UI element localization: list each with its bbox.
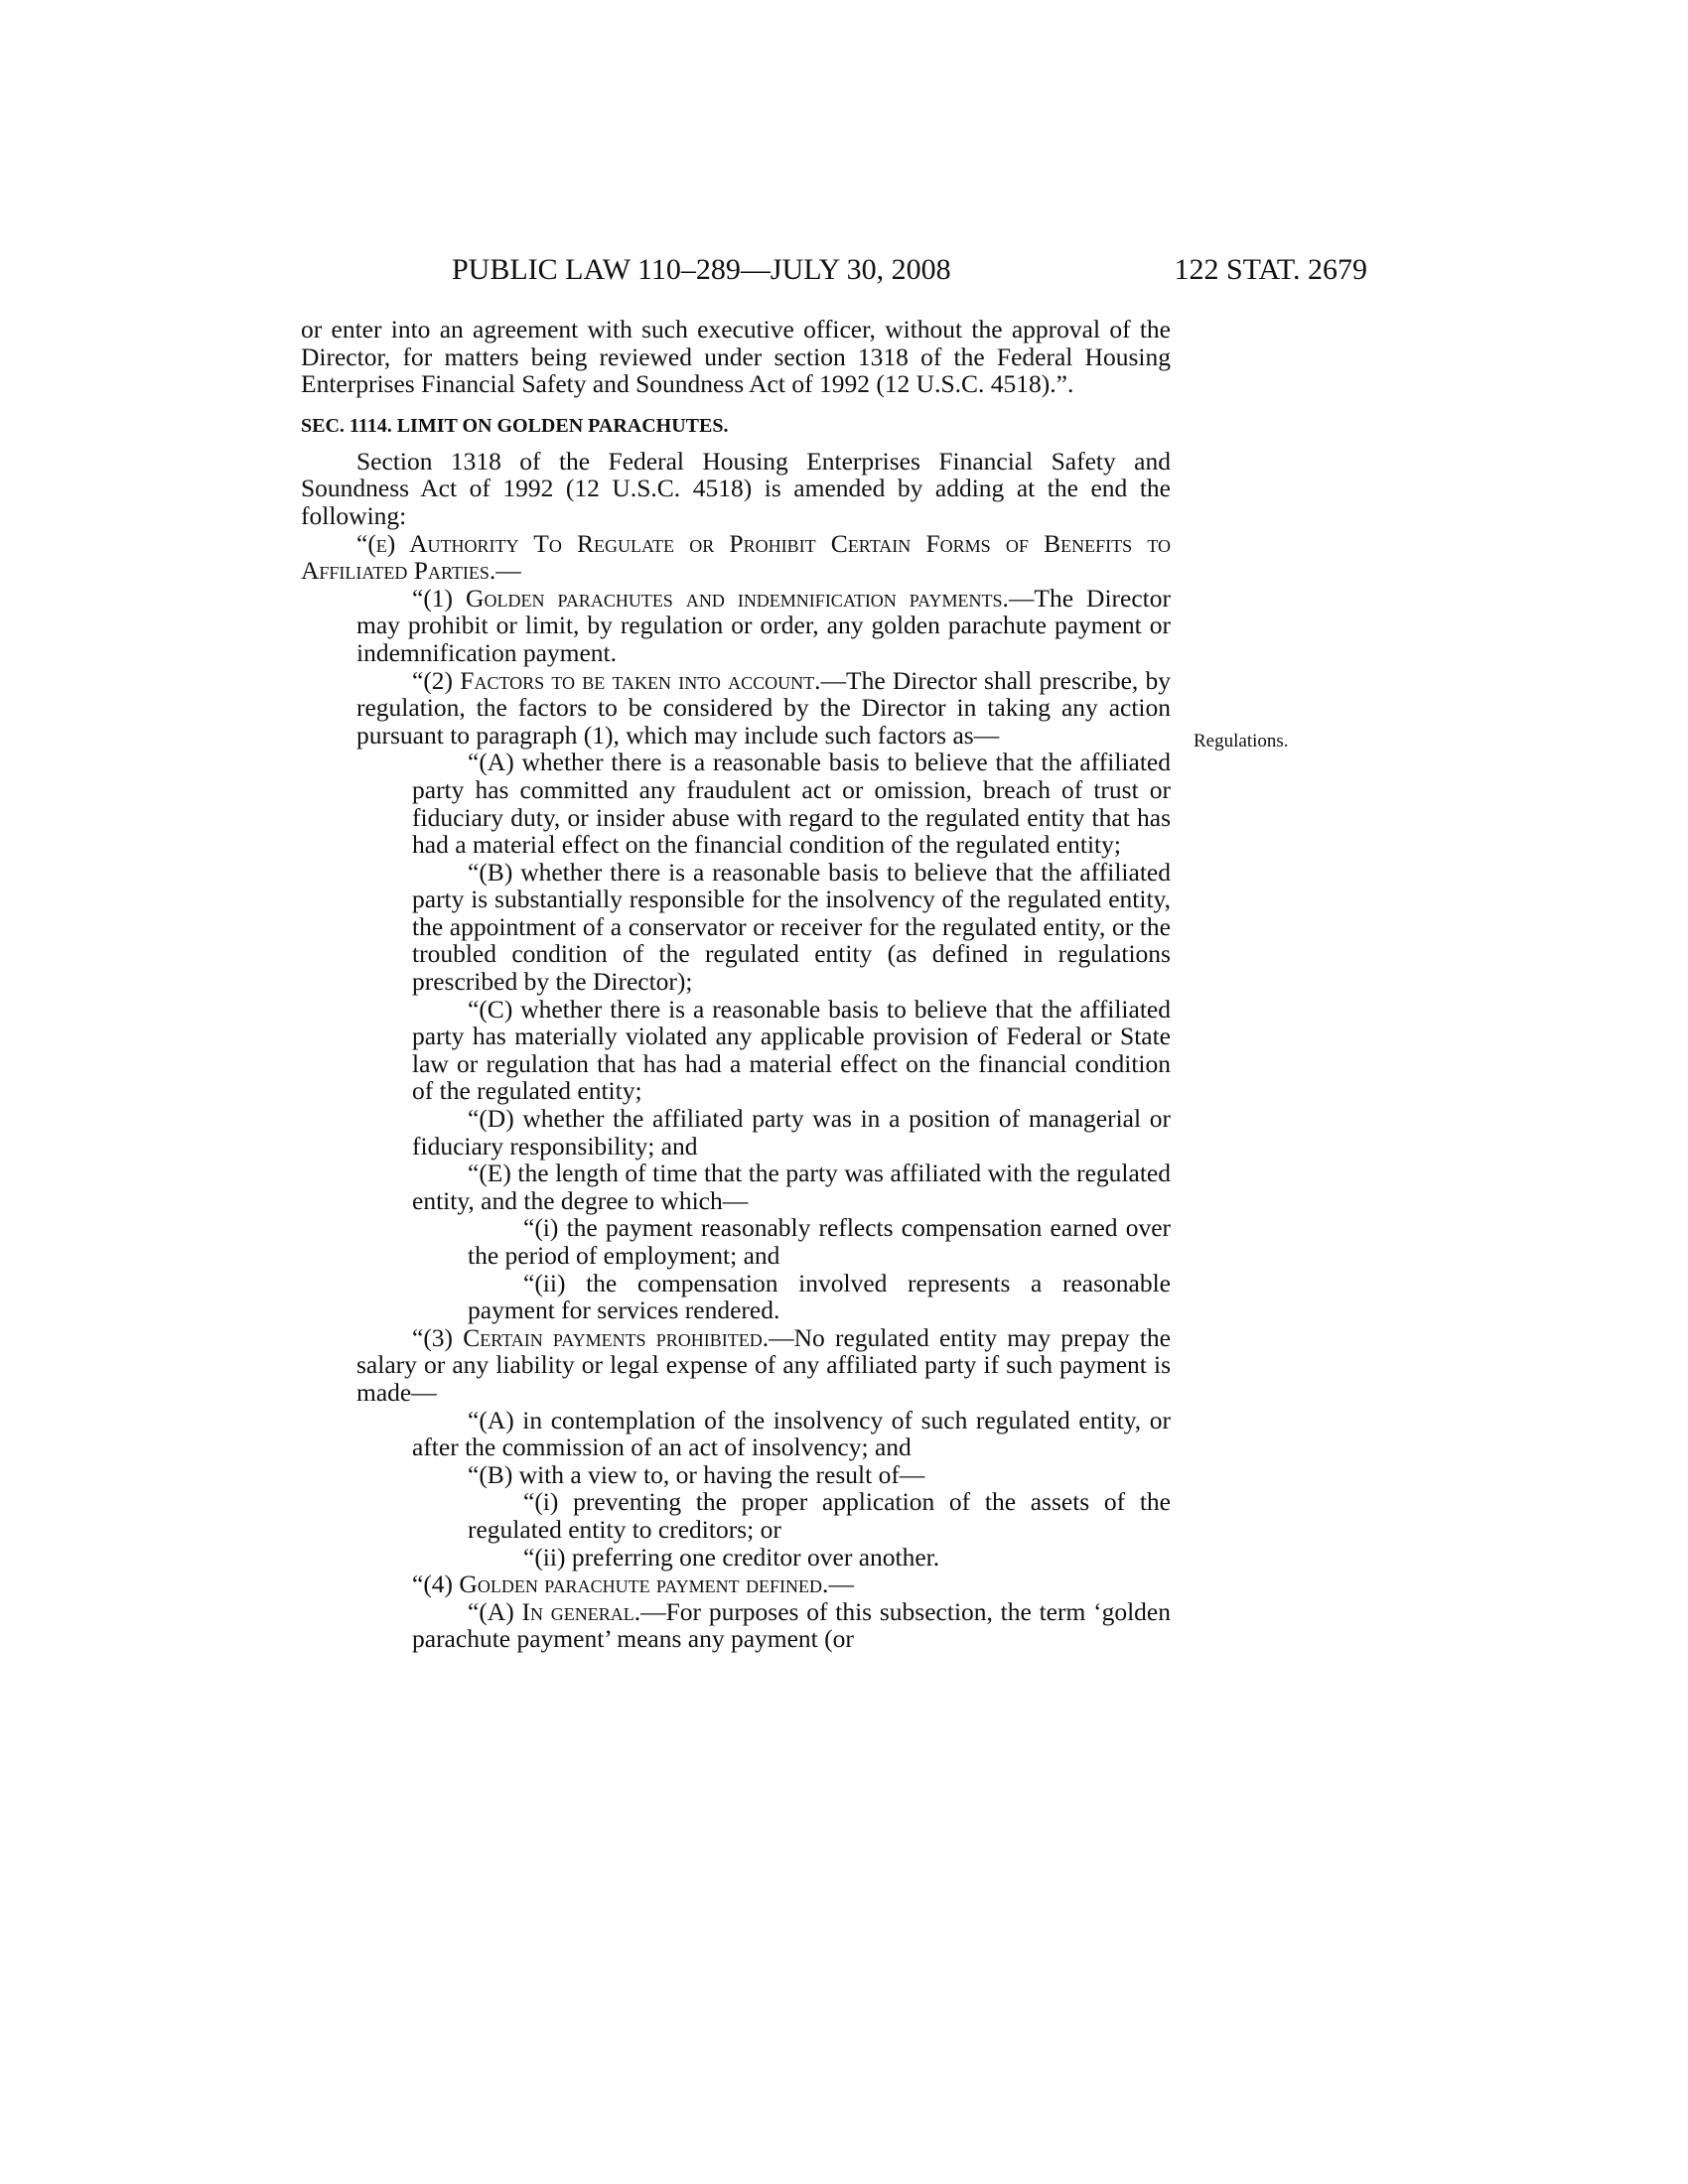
paragraph-2 (301, 667, 1171, 750)
paragraph-2-text: —The Director shall prescribe, by regulation, the factors to be considered by the Director in taking any action pursuant to paragraph (1), which may include such factors as— (356, 665, 1171, 750)
section-intro-paragraph: Section 1318 of the Federal Housing Enterprises Financial Safety and Soundness Act of 1992 (12 U.S.C. 4518) is amended by adding at the end the following: (301, 446, 1171, 530)
paragraph-2-D: “(D) whether the affiliated party was in a position of managerial or fiduciary responsibility; and (412, 1104, 1171, 1160)
page-header (298, 250, 1367, 290)
paragraph-3 (301, 1324, 1171, 1407)
section-heading: SEC. 1114. LIMIT ON GOLDEN PARACHUTES. (301, 414, 729, 437)
paragraph-3-B-ii: “(ii) preferring one creditor over another. (523, 1542, 940, 1571)
paragraph-2-C: “(C) whether there is a reasonable basis to believe that the affiliated party has materially violated any applicable provision of Federal or State law or regulation that has had a material effect on the financial condition of the regulated entity; (412, 994, 1171, 1106)
paragraph-2-E-ii: “(ii) the compensation involved represents a reasonable payment for services rendered. (468, 1268, 1171, 1325)
paragraph-2-heading: “(2) Factors to be taken into account. (412, 665, 821, 695)
statute-page-number: 122 STAT. 2679 (1174, 253, 1367, 286)
paragraph-2-E-i: “(i) the payment reasonably reflects compensation earned over the period of employment; and (468, 1213, 1171, 1270)
continuation-paragraph: or enter into an agreement with such executive officer, without the approval of the Director, for matters being reviewed under section 1318 of the Federal Housing Enterprises Financial Safety and Soundness Act of 1992 (12 U.S.C. 4518).”. (301, 315, 1171, 399)
paragraph-4-A (301, 1598, 1171, 1653)
paragraph-4-A-heading: “(A) In general. (468, 1596, 641, 1626)
paragraph-1-text: —The Director may prohibit or limit, by regulation or order, any golden parachute payment or indemnification payment. (356, 583, 1171, 667)
paragraph-1 (301, 585, 1171, 667)
paragraph-2-B: “(B) whether there is a reasonable basis to believe that the affiliated party is substantially responsible for the insolvency of the regulated entity, the appointment of a conservator or receiver for the regulated entity, or the troubled condition of the regulated entity (as defined in regulations prescribed by the Director); (412, 857, 1171, 997)
paragraph-3-B-i: “(i) preventing the proper application of the assets of the regulated entity to creditors; or (468, 1487, 1171, 1544)
public-law-citation: PUBLIC LAW 110–289—JULY 30, 2008 (452, 253, 951, 286)
paragraph-3-text: —No regulated entity may prepay the salary or any liability or legal expense of any affiliated party if such payment is made— (356, 1322, 1172, 1407)
paragraph-1-heading: “(1) Golden parachutes and indemnification payments. (412, 583, 1009, 613)
paragraph-2-E: “(E) the length of time that the party was affiliated with the regulated entity, and the degree to which— (412, 1159, 1171, 1215)
paragraph-2-A: “(A) whether there is a reasonable basis to believe that the affiliated party has committed any fraudulent act or omission, breach of trust or fiduciary duty, or insider abuse with regard to the regulated entity that has had a material effect on the financial condition of the regulated entity; (412, 748, 1171, 860)
paragraph-3-heading: “(3) Certain payments prohibited. (412, 1322, 770, 1352)
subsection-e-heading: “(e) Authority To Regulate or Prohibit Certain Forms of Benefits to Affiliated Parties.— (301, 528, 1171, 586)
paragraph-3-B: “(B) with a view to, or having the result of— (468, 1459, 925, 1489)
paragraph-4-heading: “(4) Golden parachute payment defined.— (412, 1570, 854, 1599)
paragraph-3-A: “(A) in contemplation of the insolvency of such regulated entity, or after the commission of an act of insolvency; and (412, 1405, 1171, 1462)
paragraph-4-A-text: —For purposes of this subsection, the term ‘golden parachute payment’ means any payment (or (412, 1596, 1171, 1654)
margin-note-regulations: Regulations. (1194, 731, 1289, 751)
statute-body (301, 316, 1171, 1653)
